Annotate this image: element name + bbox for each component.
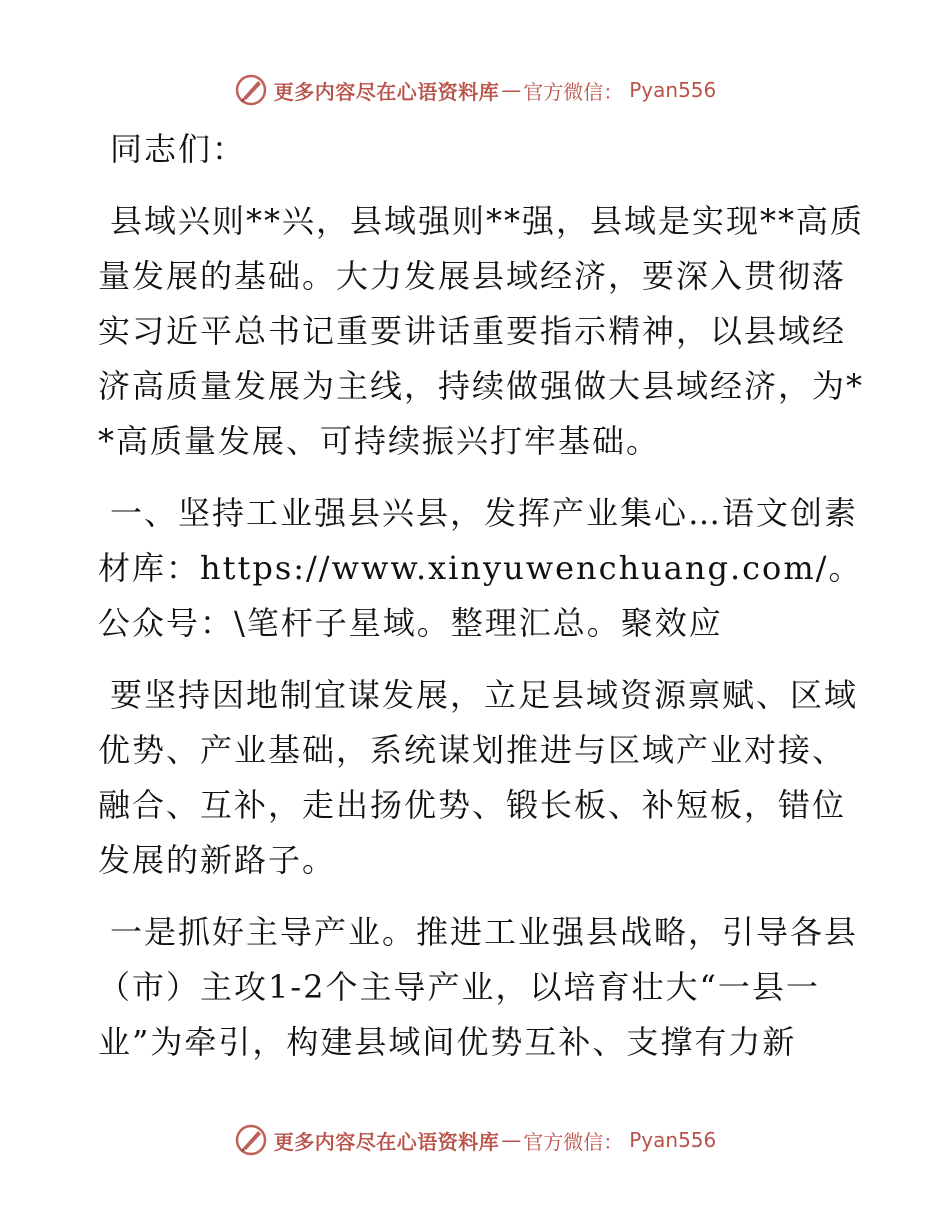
paragraph-development: 要坚持因地制宜谋发展，立足县域资源禀赋、区域优势、产业基础，系统谋划推进与区域产业对接、融合、互补，走出扬优势、锻长板、补短板，错位发展的新路子。	[98, 676, 859, 879]
banner-wechat-label: 官方微信：	[523, 79, 624, 104]
banner-brand-text: 更多内容尽在心语资料库	[273, 1129, 500, 1154]
salutation: 同志们：	[110, 130, 247, 168]
banner-wechat-id: Pyan556	[629, 1128, 717, 1152]
paragraph-leading-industry: 一是抓好主导产业。推进工业强县战略，引导各县（市）主攻1-2个主导产业，以培育壮大“一县一业”为牵引，构建县域间优势互补、支撑有力新	[98, 913, 859, 1061]
banner-brand-text: 更多内容尽在心语资料库	[273, 79, 500, 104]
header-banner	[0, 72, 950, 108]
banner-wechat-id: Pyan556	[629, 78, 717, 102]
document-body	[98, 122, 868, 1070]
banner-separator: —	[501, 78, 522, 102]
paragraph-intro: 县域兴则**兴，县域强则**强，县域是实现**高质量发展的基础。大力发展县域经济，要深入贯彻落实习近平总书记重要讲话重要指示精神，以县域经济高质量发展为主线，持续做强做大县域经济，为**高质量发展、可持续振兴打牢基础。	[98, 202, 865, 460]
banner-separator: —	[501, 1128, 522, 1152]
quill-logo-icon	[234, 1123, 268, 1157]
banner-wechat-label: 官方微信：	[523, 1129, 624, 1154]
footer-banner	[0, 1122, 950, 1158]
quill-logo-icon	[234, 73, 268, 107]
paragraph-section-heading: 一、坚持工业强县兴县，发挥产业集心…语文创素材库：https://www.xinyuwenchuang.com/。公众号：\笔杆子星域。整理汇总。聚效应	[98, 494, 863, 642]
